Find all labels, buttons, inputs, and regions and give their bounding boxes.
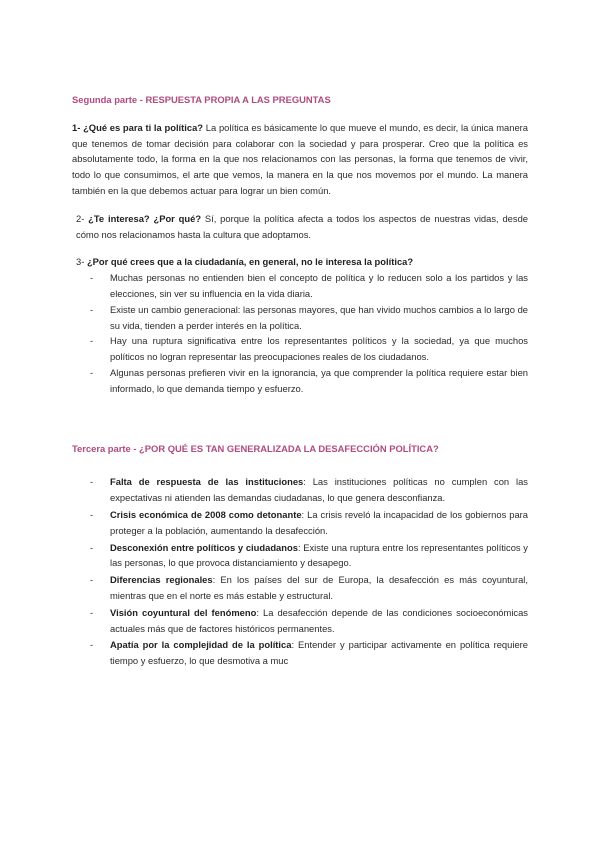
question-2-answer: Sí, porque la política afecta a todos los aspectos de nuestras vidas, desde cómo nos relacionamos hasta la cultura que adoptamos. — [76, 212, 528, 240]
list-item-text: : Entender y participar activamente en política requiere tiempo y esfuerzo, lo que desmotiva a muc — [110, 639, 528, 667]
list-item-text: Hay una ruptura significativa entre los representantes políticos y la sociedad, ya que muchos políticos no logran representar las preocupaciones reales de los ciudadanos. — [110, 335, 528, 363]
bullet-dash: - — [90, 476, 94, 488]
bullet-dash: - — [90, 574, 94, 586]
bullet-dash: - — [90, 606, 94, 618]
list-item-label: Crisis económica de 2008 como detonante — [110, 508, 302, 520]
list-item-label: Diferencias regionales — [110, 574, 213, 586]
bullet-dash: - — [90, 303, 94, 315]
list-item — [72, 270, 528, 302]
question-3-reasons-list — [72, 270, 528, 396]
question-1-label: 1- ¿Qué es para ti la política? — [72, 121, 204, 133]
list-item — [72, 572, 528, 604]
section-heading-tercera-parte: Tercera parte - ¿POR QUÉ ES TAN GENERALIZADA LA DESAFECCIÓN POLÍTICA? — [72, 442, 439, 454]
list-item-text: Muchas personas no entienden bien el concepto de política y lo reducen solo a los partidos y las elecciones, sin ver su influencia en la vida diaria. — [110, 272, 528, 299]
question-3-label: ¿Por qué crees que a la ciudadanía, en general, no le interesa la política? — [86, 256, 414, 268]
document-content — [72, 92, 528, 670]
list-item-text: : En los países del sur de Europa, la desafección es más coyuntural, mientras que en el norte es más estable y estructural. — [110, 574, 528, 601]
question-2-paragraph — [72, 211, 528, 243]
section-heading-segunda-parte: Segunda parte - RESPUESTA PROPIA A LAS PREGUNTAS — [72, 94, 331, 105]
list-item — [72, 637, 528, 669]
list-item-label: Apatía por la complejidad de la política — [110, 639, 292, 651]
list-item-text: : La crisis reveló la incapacidad de los gobiernos para proteger a la población, aumentando la desafección. — [110, 508, 528, 536]
question-1-paragraph — [72, 120, 528, 199]
bullet-dash: - — [90, 639, 94, 651]
list-item — [72, 302, 528, 334]
list-item — [72, 507, 528, 539]
list-item — [72, 605, 528, 637]
list-item — [72, 474, 528, 506]
bullet-dash: - — [90, 366, 94, 378]
list-item-label: Visión coyuntural del fenómeno — [110, 606, 257, 618]
bullet-dash: - — [90, 335, 94, 347]
list-item-label: Falta de respuesta de las instituciones — [110, 476, 304, 488]
bullet-dash: - — [90, 272, 94, 284]
list-item-text: : Las instituciones políticas no cumplen con las expectativas ni atienden las demandas ciudadanas, lo que genera desconfianza. — [110, 476, 528, 504]
list-item — [72, 540, 528, 572]
question-2-number: 2- — [76, 212, 89, 224]
list-item-text: : La desafección depende de las condiciones socioeconómicas actuales más que de factores históricos permanentes. — [110, 606, 528, 634]
bullet-dash: - — [90, 541, 94, 553]
desafeccion-causes-list — [72, 474, 528, 669]
question-3-paragraph — [72, 254, 528, 270]
list-item-text: : Existe una ruptura entre los representantes políticos y las personas, lo que provoca distanciamiento y desapego. — [110, 541, 528, 569]
list-item-text: Algunas personas prefieren vivir en la ignorancia, ya que comprender la política requiere estar bien informado, lo que demanda tiempo y esfuerzo. — [110, 366, 528, 394]
list-item-label: Desconexión entre políticos y ciudadanos — [110, 541, 298, 553]
question-2-label: ¿Te interesa? ¿Por qué? — [88, 212, 202, 224]
question-1-answer: La política es básicamente lo que mueve el mundo, es decir, la única manera que tenemos de tomar decisión para colaborar con la sociedad y para prosperar. Creo que la política es absolutamente todo, la forma en la que nos relacionamos con las personas, la forma que tenemos de vivir, todo lo que consumimos, el arte que vemos, la manera en la que nos movemos por el mundo. La manera también en la que debemos actuar para lograr un bien común. — [72, 121, 528, 196]
list-item — [72, 365, 528, 397]
bullet-dash: - — [90, 508, 94, 520]
list-item — [72, 333, 528, 365]
section-tercera-parte — [72, 441, 528, 669]
question-3-number: 3- — [76, 256, 87, 268]
list-item-text: Existe un cambio generacional: las personas mayores, que han vivido muchos cambios a lo largo de su vida, tienden a perder interés en la política. — [110, 303, 528, 331]
